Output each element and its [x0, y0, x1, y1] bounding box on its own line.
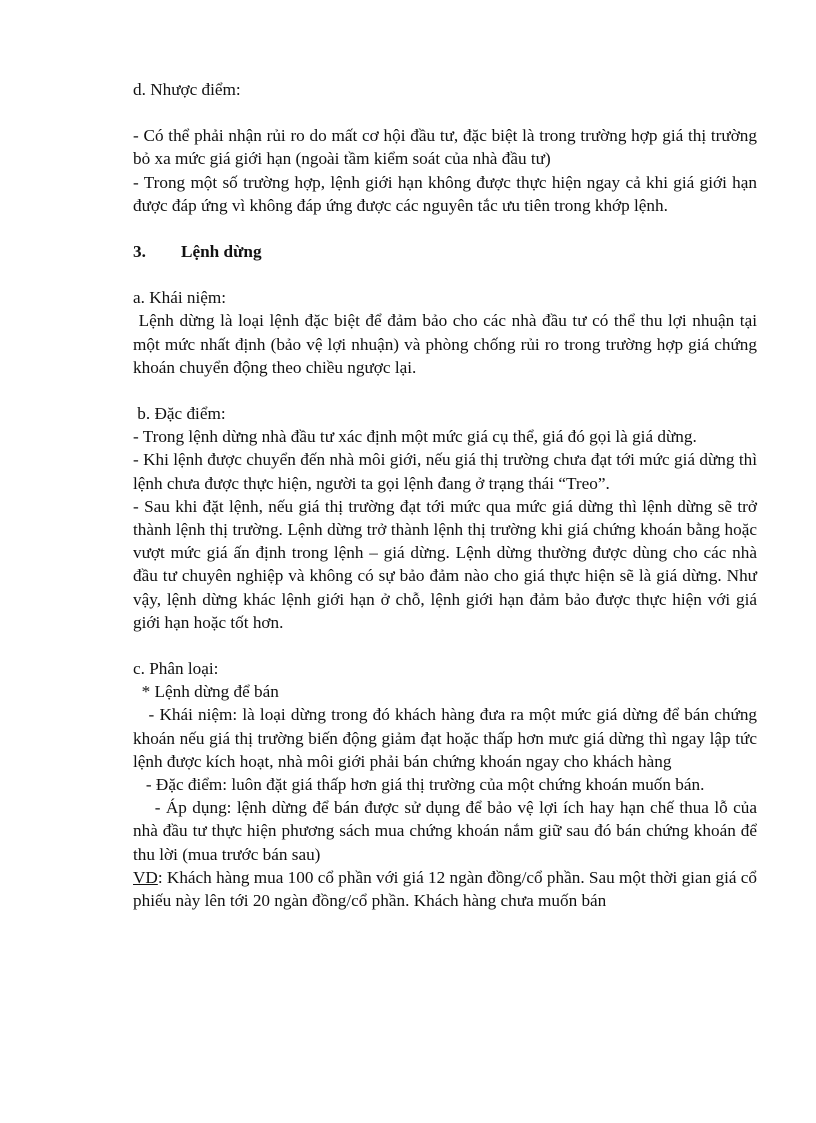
dac-diem-line-1: - Trong lệnh dừng nhà đầu tư xác định một mức giá cụ thể, giá đó gọi là giá dừng.	[133, 427, 697, 447]
dac-diem-line-2: - Khi lệnh được chuyển đến nhà môi giới, nếu giá thị trường chưa đạt tới mức giá dừng thì lệnh chưa được thực hiện, người ta gọi lệnh đang ở trạng thái “Treo”.	[133, 450, 757, 493]
phan-loai-line-1: - Khái niệm: là loại dừng trong đó khách hàng đưa ra một mức giá dừng để bán chứng khoán nếu giá thị trường biến động giảm đạt hoặc thấp hơn mưc giá dừng thì ngay lập tức lệnh được kích hoạt, nhà môi giới phải bán chứng khoán ngay cho khách hàng	[133, 705, 762, 771]
spacer	[133, 101, 757, 124]
section-d-line-1: - Có thể phải nhận rủi ro do mất cơ hội đầu tư, đặc biệt là trong trường hợp giá thị trường bỏ xa mức giá giới hạn (ngoài tầm kiểm soát của nhà đầu tư)	[133, 126, 757, 169]
section-3-heading	[133, 240, 757, 263]
spacer	[133, 379, 757, 402]
example-paragraph	[133, 866, 757, 912]
phan-loai-subheading: * Lệnh dừng để bán	[133, 682, 279, 702]
spacer	[133, 634, 757, 657]
dac-diem-line-3: - Sau khi đặt lệnh, nếu giá thị trường đạt tới mức qua mức giá dừng thì lệnh dừng sẽ trở thành lệnh thị trường. Lệnh dừng trở thành lệnh thị trường khi giá chứng khoán bằng hoặc vượt mức giá ấn định trong lệnh – giá dừng. Lệnh dừng thường được dùng cho các nhà đầu tư chuyên nghiệp và không có sự bảo đảm nào cho giá thực hiện sẽ là giá dừng. Như vậy, lệnh dừng khác lệnh giới hạn ở chỗ, lệnh giới hạn đảm bảo được thực hiện với giá giới hạn hoặc tốt hơn.	[133, 496, 757, 632]
dac-diem-heading: b. Đặc điểm:	[133, 404, 226, 424]
spacer	[133, 217, 757, 240]
section-3-number: 3.	[133, 242, 146, 262]
document-page	[133, 78, 762, 912]
example-text: : Khách hàng mua 100 cổ phần với giá 12 ngàn đồng/cổ phần. Sau một thời gian giá cổ phiếu này lên tới 20 ngàn đồng/cổ phần. Khách hàng chưa muốn bán	[133, 867, 757, 911]
section-3-title: Lệnh dừng	[181, 242, 262, 262]
section-d-line-2: - Trong một số trường hợp, lệnh giới hạn không được thực hiện ngay cả khi giá giới hạn được đáp ứng vì không đáp ứng được các nguyên tắc ưu tiên trong khớp lệnh.	[133, 172, 757, 215]
phan-loai-line-2: - Đặc điểm: luôn đặt giá thấp hơn giá thị trường của một chứng khoán muốn bán.	[133, 775, 705, 795]
khai-niem-heading: a. Khái niệm:	[133, 288, 227, 308]
phan-loai-line-3: - Áp dụng: lệnh dừng để bán được sử dụng để bảo vệ lợi ích hay hạn chế thua lỗ của nhà đầu tư thực hiện phương sách mua chứng khoán nắm giữ sau đó bán chứng khoán để thu lời (mua trước bán sau)	[133, 798, 762, 864]
khai-niem-text: Lệnh dừng là loại lệnh đặc biệt để đảm bảo cho các nhà đầu tư có thể thu lợi nhuận tại một mức nhất định (bảo vệ lợi nhuận) và phòng chống rủi ro trong trường hợp giá chứng khoán chuyển động theo chiều ngược lại.	[133, 311, 762, 377]
section-d-heading: d. Nhược điểm:	[133, 80, 241, 99]
example-label: VD	[133, 867, 158, 887]
spacer	[133, 263, 757, 286]
phan-loai-heading: c. Phân loại:	[133, 659, 219, 679]
